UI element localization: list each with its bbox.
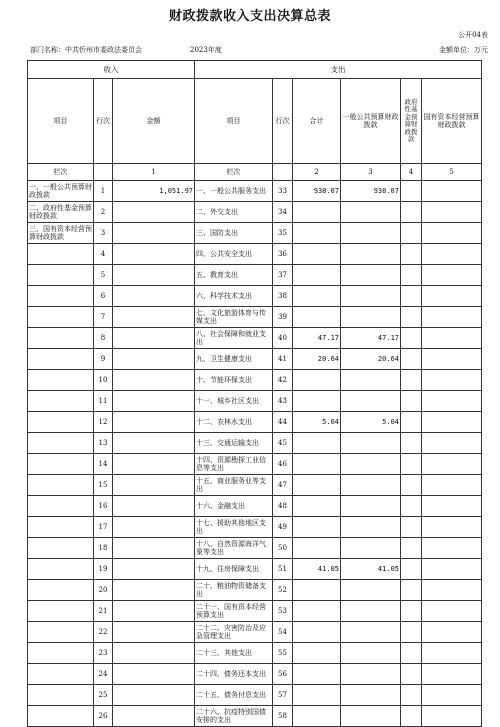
general-budget-cell <box>341 265 401 286</box>
income-line-cell: 8 <box>94 328 113 349</box>
table-row <box>28 475 482 496</box>
gov-fund-cell <box>401 181 422 202</box>
expense-item-cell: 二十三、其他支出 <box>195 643 273 664</box>
income-line-cell: 7 <box>94 307 113 328</box>
table-row <box>28 601 482 622</box>
expense-line-cell: 45 <box>273 433 293 454</box>
gov-fund-cell <box>401 307 422 328</box>
income-amount-cell <box>113 349 195 370</box>
income-item-cell <box>28 580 94 601</box>
income-item-cell <box>28 265 94 286</box>
state-capital-cell <box>422 433 482 454</box>
table-row <box>28 496 482 517</box>
expense-item-cell: 十七、援助其他地区支出 <box>195 517 273 538</box>
income-item-cell <box>28 391 94 412</box>
gov-fund-cell <box>401 706 422 727</box>
income-item-cell <box>28 244 94 265</box>
report-title: 财政拨款收入支出决算总表 <box>168 9 331 24</box>
income-amount-cell <box>113 244 195 265</box>
state-capital-cell <box>422 265 482 286</box>
total-cell <box>293 643 341 664</box>
state-capital-cell <box>422 181 482 202</box>
total-cell: 41.05 <box>293 559 341 580</box>
gov-fund-cell <box>401 622 422 643</box>
gov-fund-cell <box>401 643 422 664</box>
gov-fund-cell <box>401 433 422 454</box>
expense-item-cell: 十四、资源勘探工业信息等支出 <box>195 454 273 475</box>
income-line-cell: 17 <box>94 517 113 538</box>
income-line-cell: 15 <box>94 475 113 496</box>
expense-item-cell: 四、公共安全支出 <box>195 244 273 265</box>
table-row <box>28 244 482 265</box>
expense-item-cell: 九、卫生健康支出 <box>195 349 273 370</box>
state-capital-cell <box>422 685 482 706</box>
table-row <box>28 454 482 475</box>
general-budget-cell <box>341 580 401 601</box>
expense-item-cell: 六、科学技术支出 <box>195 286 273 307</box>
expense-line-cell: 54 <box>273 622 293 643</box>
income-amount-cell <box>113 475 195 496</box>
general-budget-cell <box>341 643 401 664</box>
income-line-cell: 23 <box>94 643 113 664</box>
table-row <box>28 664 482 685</box>
general-budget-cell <box>341 517 401 538</box>
total-cell <box>293 664 341 685</box>
expense-line-cell: 37 <box>273 265 293 286</box>
income-line-cell: 2 <box>94 202 113 223</box>
expense-line-cell: 52 <box>273 580 293 601</box>
income-item-cell: 一、一般公共预算财政拨款 <box>28 181 94 202</box>
fiscal-ledger-table <box>27 60 482 727</box>
expense-item-cell: 二十六、抗疫特别国债安排的支出 <box>195 706 273 727</box>
general-budget-cell: 20.64 <box>341 349 401 370</box>
expense-line-cell: 34 <box>273 202 293 223</box>
expense-line-cell: 48 <box>273 496 293 517</box>
income-item-cell <box>28 685 94 706</box>
gov-fund-cell <box>401 370 422 391</box>
expense-line-cell: 58 <box>273 706 293 727</box>
income-item-cell <box>28 412 94 433</box>
form-number: 公开04表 <box>458 31 488 39</box>
income-line-cell: 3 <box>94 223 113 244</box>
expense-item-cell: 十六、金融支出 <box>195 496 273 517</box>
gov-fund-cell <box>401 601 422 622</box>
gov-fund-cell <box>401 454 422 475</box>
total-cell <box>293 454 341 475</box>
general-budget-header: 一般公共预算财政拨款 <box>341 79 401 164</box>
income-amount-cell <box>113 685 195 706</box>
expense-item-cell: 八、社会保障和就业支出 <box>195 328 273 349</box>
general-budget-cell: 938.07 <box>341 181 401 202</box>
expense-line-cell: 40 <box>273 328 293 349</box>
income-amount-cell <box>113 517 195 538</box>
income-item-cell <box>28 706 94 727</box>
col-number-3: 3 <box>341 164 401 181</box>
income-amount-cell <box>113 412 195 433</box>
income-item-cell: 二、政府性基金预算财政拨款 <box>28 202 94 223</box>
gov-fund-cell <box>401 496 422 517</box>
state-capital-cell <box>422 559 482 580</box>
expense-item-cell: 十八、自然资源海洋气象等支出 <box>195 538 273 559</box>
general-budget-cell <box>341 370 401 391</box>
income-line-cell: 6 <box>94 286 113 307</box>
income-amount-cell <box>113 496 195 517</box>
income-line-cell: 13 <box>94 433 113 454</box>
gov-fund-cell <box>401 580 422 601</box>
state-capital-cell <box>422 370 482 391</box>
income-section-header: 收入 <box>28 61 195 79</box>
income-line-cell: 10 <box>94 370 113 391</box>
general-budget-cell: 41.05 <box>341 559 401 580</box>
total-cell: 20.64 <box>293 349 341 370</box>
col-label-income: 栏次 <box>28 164 94 181</box>
state-capital-cell <box>422 454 482 475</box>
income-item-cell <box>28 643 94 664</box>
expense-item-header: 项目 <box>195 79 273 164</box>
total-cell <box>293 685 341 706</box>
gov-fund-cell <box>401 685 422 706</box>
expense-line-header: 行次 <box>273 79 293 164</box>
col-number-4: 4 <box>401 164 422 181</box>
income-item-cell <box>28 517 94 538</box>
general-budget-cell <box>341 664 401 685</box>
total-cell: 47.17 <box>293 328 341 349</box>
total-cell <box>293 496 341 517</box>
total-cell <box>293 370 341 391</box>
general-budget-cell <box>341 454 401 475</box>
col-number-1: 1 <box>113 164 195 181</box>
state-capital-cell <box>422 580 482 601</box>
table-row <box>28 559 482 580</box>
income-line-cell: 14 <box>94 454 113 475</box>
general-budget-cell: 5.04 <box>341 412 401 433</box>
expense-line-cell: 36 <box>273 244 293 265</box>
table-row <box>28 622 482 643</box>
gov-fund-cell <box>401 202 422 223</box>
income-item-cell <box>28 307 94 328</box>
total-cell <box>293 433 341 454</box>
income-item-cell <box>28 433 94 454</box>
col-number-2: 2 <box>293 164 341 181</box>
total-cell <box>293 706 341 727</box>
col-blank <box>273 164 293 181</box>
income-item-cell <box>28 475 94 496</box>
income-amount-cell <box>113 370 195 391</box>
income-amount-cell <box>113 202 195 223</box>
col-number-5: 5 <box>422 164 482 181</box>
expense-item-cell: 五、教育支出 <box>195 265 273 286</box>
state-capital-cell <box>422 202 482 223</box>
income-amount-cell <box>113 664 195 685</box>
state-capital-cell <box>422 706 482 727</box>
general-budget-cell <box>341 601 401 622</box>
expense-item-cell: 二十、粮油物资储备支出 <box>195 580 273 601</box>
general-budget-cell <box>341 202 401 223</box>
income-line-cell: 4 <box>94 244 113 265</box>
department-name: 部门名称：中共忻州市委政法委员会 <box>30 46 142 54</box>
income-line-cell: 16 <box>94 496 113 517</box>
income-line-cell: 20 <box>94 580 113 601</box>
state-capital-cell <box>422 517 482 538</box>
income-amount-cell <box>113 454 195 475</box>
total-cell: 5.04 <box>293 412 341 433</box>
income-line-cell: 12 <box>94 412 113 433</box>
state-capital-cell <box>422 223 482 244</box>
income-item-cell <box>28 286 94 307</box>
income-line-cell: 5 <box>94 265 113 286</box>
state-capital-cell <box>422 622 482 643</box>
total-cell <box>293 580 341 601</box>
expense-item-cell: 十、节能环保支出 <box>195 370 273 391</box>
expense-line-cell: 39 <box>273 307 293 328</box>
gov-fund-header: 政府性基金预算财政拨款 <box>401 79 422 164</box>
table-row <box>28 370 482 391</box>
total-cell: 938.07 <box>293 181 341 202</box>
state-capital-cell <box>422 391 482 412</box>
general-budget-cell <box>341 475 401 496</box>
expense-item-cell: 二十四、债务还本支出 <box>195 664 273 685</box>
income-amount-cell: 1,051.97 <box>113 181 195 202</box>
income-line-cell: 11 <box>94 391 113 412</box>
expense-item-cell: 十五、商业服务业等支出 <box>195 475 273 496</box>
total-cell <box>293 391 341 412</box>
expense-line-cell: 43 <box>273 391 293 412</box>
expense-line-cell: 35 <box>273 223 293 244</box>
income-line-cell: 19 <box>94 559 113 580</box>
income-line-cell: 25 <box>94 685 113 706</box>
general-budget-cell <box>341 244 401 265</box>
gov-fund-cell <box>401 517 422 538</box>
income-item-cell <box>28 538 94 559</box>
expense-line-cell: 53 <box>273 601 293 622</box>
expense-item-cell: 十一、城乡社区支出 <box>195 391 273 412</box>
table-row <box>28 685 482 706</box>
income-amount-cell <box>113 265 195 286</box>
state-capital-cell <box>422 349 482 370</box>
gov-fund-cell <box>401 328 422 349</box>
expense-line-cell: 51 <box>273 559 293 580</box>
income-amount-cell <box>113 559 195 580</box>
income-amount-cell <box>113 307 195 328</box>
gov-fund-cell <box>401 349 422 370</box>
income-item-cell <box>28 454 94 475</box>
table-row <box>28 412 482 433</box>
expense-item-cell: 一、一般公共服务支出 <box>195 181 273 202</box>
expense-line-cell: 57 <box>273 685 293 706</box>
gov-fund-cell <box>401 559 422 580</box>
general-budget-cell <box>341 286 401 307</box>
col-blank <box>94 164 113 181</box>
state-capital-cell <box>422 664 482 685</box>
gov-fund-cell <box>401 412 422 433</box>
income-item-cell <box>28 559 94 580</box>
fiscal-year: 2023年度 <box>190 46 222 54</box>
income-line-cell: 18 <box>94 538 113 559</box>
income-amount-cell <box>113 601 195 622</box>
general-budget-cell: 47.17 <box>341 328 401 349</box>
table-row <box>28 307 482 328</box>
income-amount-cell <box>113 391 195 412</box>
general-budget-cell <box>341 538 401 559</box>
general-budget-cell <box>341 391 401 412</box>
income-amount-cell <box>113 580 195 601</box>
income-amount-cell <box>113 643 195 664</box>
total-cell <box>293 622 341 643</box>
income-amount-cell <box>113 538 195 559</box>
income-line-cell: 1 <box>94 181 113 202</box>
total-cell <box>293 202 341 223</box>
total-cell <box>293 244 341 265</box>
expense-line-cell: 38 <box>273 286 293 307</box>
expense-item-cell: 十二、农林水支出 <box>195 412 273 433</box>
gov-fund-cell <box>401 265 422 286</box>
gov-fund-cell <box>401 391 422 412</box>
expense-section-header: 支出 <box>195 61 482 79</box>
income-amount-cell <box>113 328 195 349</box>
general-budget-cell <box>341 622 401 643</box>
table-row <box>28 580 482 601</box>
expense-line-cell: 46 <box>273 454 293 475</box>
state-capital-cell <box>422 601 482 622</box>
gov-fund-cell <box>401 538 422 559</box>
general-budget-cell <box>341 496 401 517</box>
income-item-cell <box>28 496 94 517</box>
table-row <box>28 286 482 307</box>
total-cell <box>293 475 341 496</box>
gov-fund-cell <box>401 286 422 307</box>
expense-line-cell: 56 <box>273 664 293 685</box>
gov-fund-cell <box>401 244 422 265</box>
income-line-cell: 21 <box>94 601 113 622</box>
state-capital-cell <box>422 475 482 496</box>
income-amount-header: 金额 <box>113 79 195 164</box>
income-item-cell <box>28 622 94 643</box>
income-line-header: 行次 <box>94 79 113 164</box>
state-capital-cell <box>422 643 482 664</box>
general-budget-cell <box>341 307 401 328</box>
income-line-cell: 22 <box>94 622 113 643</box>
table-row <box>28 433 482 454</box>
general-budget-cell <box>341 433 401 454</box>
expense-line-cell: 47 <box>273 475 293 496</box>
income-item-cell <box>28 601 94 622</box>
expense-item-cell: 二十五、债务付息支出 <box>195 685 273 706</box>
expense-line-cell: 44 <box>273 412 293 433</box>
total-cell <box>293 517 341 538</box>
expense-line-cell: 33 <box>273 181 293 202</box>
income-amount-cell <box>113 433 195 454</box>
income-amount-cell <box>113 706 195 727</box>
gov-fund-cell <box>401 664 422 685</box>
state-capital-cell <box>422 412 482 433</box>
table-row <box>28 349 482 370</box>
expense-line-cell: 55 <box>273 643 293 664</box>
expense-line-cell: 49 <box>273 517 293 538</box>
expense-item-cell: 二、外交支出 <box>195 202 273 223</box>
table-row <box>28 265 482 286</box>
total-cell <box>293 265 341 286</box>
expense-item-cell: 三、国防支出 <box>195 223 273 244</box>
total-cell <box>293 307 341 328</box>
expense-item-cell: 十三、交通运输支出 <box>195 433 273 454</box>
income-amount-cell <box>113 286 195 307</box>
total-cell <box>293 223 341 244</box>
state-capital-cell <box>422 328 482 349</box>
income-item-cell <box>28 370 94 391</box>
expense-item-cell: 二十二、灾害防治及应急管理支出 <box>195 622 273 643</box>
expense-item-cell: 十九、住房保障支出 <box>195 559 273 580</box>
table-row <box>28 391 482 412</box>
income-amount-cell <box>113 223 195 244</box>
general-budget-cell <box>341 223 401 244</box>
col-label-expense: 栏次 <box>195 164 273 181</box>
state-capital-cell <box>422 286 482 307</box>
total-cell <box>293 601 341 622</box>
income-item-cell <box>28 328 94 349</box>
expense-item-cell: 七、文化旅游体育与传媒支出 <box>195 307 273 328</box>
state-capital-cell <box>422 496 482 517</box>
income-line-cell: 9 <box>94 349 113 370</box>
table-row <box>28 328 482 349</box>
general-budget-cell <box>341 685 401 706</box>
gov-fund-cell <box>401 223 422 244</box>
total-cell <box>293 538 341 559</box>
total-header: 合计 <box>293 79 341 164</box>
gov-fund-cell <box>401 475 422 496</box>
money-unit: 金额单位：万元 <box>439 46 488 54</box>
state-capital-cell <box>422 538 482 559</box>
income-line-cell: 26 <box>94 706 113 727</box>
income-item-cell <box>28 349 94 370</box>
table-row <box>28 517 482 538</box>
table-row <box>28 706 482 727</box>
income-amount-cell <box>113 622 195 643</box>
state-capital-cell <box>422 307 482 328</box>
income-item-cell <box>28 664 94 685</box>
income-item-cell: 三、国有资本经营预算财政拨款 <box>28 223 94 244</box>
state-capital-header: 国有资本经营预算财政拨款 <box>422 79 482 164</box>
table-row <box>28 223 482 244</box>
state-capital-cell <box>422 244 482 265</box>
expense-line-cell: 42 <box>273 370 293 391</box>
expense-item-cell: 二十一、国有资本经营预算支出 <box>195 601 273 622</box>
table-row <box>28 181 482 202</box>
table-row <box>28 538 482 559</box>
general-budget-cell <box>341 706 401 727</box>
total-cell <box>293 286 341 307</box>
income-item-header: 项目 <box>28 79 94 164</box>
expense-line-cell: 41 <box>273 349 293 370</box>
table-row <box>28 643 482 664</box>
table-row <box>28 202 482 223</box>
income-line-cell: 24 <box>94 664 113 685</box>
expense-line-cell: 50 <box>273 538 293 559</box>
ledger-body <box>28 181 482 727</box>
